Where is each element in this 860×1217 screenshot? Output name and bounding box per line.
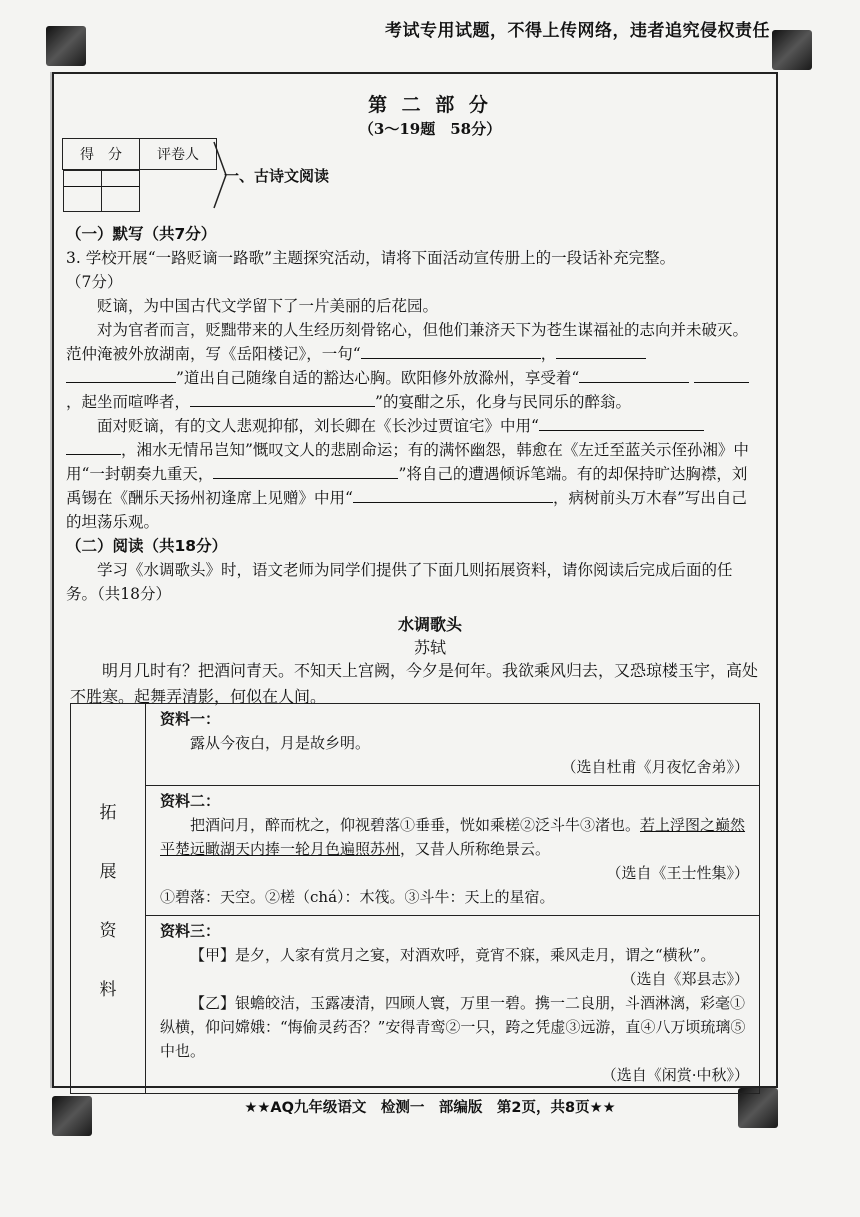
score-header: 得 分 [63, 139, 140, 170]
part-title: 第 二 部 分 [368, 94, 492, 116]
reference-materials-table [70, 703, 760, 1094]
underlined-sentence: 若上浮图之巅然平楚远瞰湖天内捧一轮月色遍照苏州 [160, 816, 746, 858]
page-footer: ★★AQ九年级语文 检测一 部编版 第2页，共8页★★ [244, 1100, 616, 1116]
material-3: 资料三： 【甲】是夕，人家有赏月之宴，对酒欢呼，竟宵不寐，乘风走月，谓之“横秋”。 （选自《郑县志》） 【乙】银蟾皎洁，玉露凄清，四顾人寰，万里一碧。携一二良朋，斗酒淋漓，彩毫①纵横，仰问嫦娥：“悔偷灵药否？”安得青鸾②一只，跨之凭虚③远游，直④八万顷琉璃⑤中也。 （选自《闲赏·中秋》） [146, 916, 760, 1094]
question-block [66, 222, 760, 606]
question-3-stem: 3. 学校开展“一路贬谪一路歌”主题探究活动，请将下面活动宣传册上的一段话补充完整。 （7分） [66, 249, 676, 291]
corner-marker-top-left [46, 26, 86, 66]
paragraph-4: 学习《水调歌头》时，语文老师为同学们提供了下面几则拓展资料，请你阅读后完成后面的任务。（共18分） [66, 561, 733, 603]
fill-blank-10[interactable] [353, 486, 553, 503]
paragraph-3: 面对贬谪，有的文人悲观抑郁，刘长卿在《长沙过贾谊宅》中用“ ，湘水无情吊岂知”慨叹文人的悲剧命运；有的满怀幽怨，韩愈在《左迁至蓝关示侄孙湘》中用“一封朝奏九重天， ”将自己的遭遇倾诉笔端。有的却保持旷达胸襟，刘禹锡在《酬乐天扬州初逢席上见赠》中用“ ，病树前头万木春”写出自己的坦荡乐观。 [66, 414, 760, 534]
reference-label: 拓 展 资 料 [71, 704, 146, 1094]
fill-blank-6[interactable] [190, 390, 375, 407]
copyright-notice: 考试专用试题，不得上传网络，违者追究侵权责任 [385, 21, 770, 41]
poem-author: 苏轼 [413, 638, 446, 657]
fill-blank-2[interactable] [556, 342, 646, 359]
grader-header: 评卷人 [140, 139, 217, 170]
fill-blank-1[interactable] [361, 342, 541, 359]
grader-cell[interactable] [101, 171, 139, 212]
score-cell[interactable] [63, 171, 101, 212]
score-table [62, 138, 217, 191]
corner-marker-top-right [772, 30, 812, 70]
fill-blank-9[interactable] [213, 462, 398, 479]
part-subtitle: （3～19题 58分） [358, 120, 502, 138]
sub-heading-reading: （二）阅读（共18分） [66, 537, 228, 555]
annotation-notes: ①碧落：天空。②槎（chá）：木筏。③斗牛：天上的星宿。 [160, 888, 555, 906]
sub-heading-dictation: （一）默写（共7分） [66, 225, 217, 243]
fill-blank-4[interactable] [579, 366, 689, 383]
fill-blank-8[interactable] [66, 438, 121, 455]
poem-title: 水调歌头 [397, 615, 462, 634]
fill-blank-7[interactable] [539, 414, 704, 431]
paragraph-1: 贬谪，为中国古代文学留下了一片美丽的后花园。 [97, 297, 439, 315]
material-1: 资料一： 露从今夜白，月是故乡明。 （选自杜甫《月夜忆舍弟》） [146, 704, 760, 786]
poem-text: 明月几时有？把酒问青天。不知天上宫阙，今夕是何年。我欲乘风归去，又恐琼楼玉宇，高处不胜寒。起舞弄清影，何似在人间。 [70, 661, 759, 706]
fill-blank-5[interactable] [694, 366, 749, 383]
section-heading: 一、古诗文阅读 [224, 167, 330, 185]
fill-blank-3[interactable] [66, 366, 176, 383]
material-2: 资料二： 把酒问月，醉而枕之，仰视碧落①垂垂，恍如乘槎②泛斗牛③渚也。若上浮图之巅然平楚远瞰湖天内捧一轮月色遍照苏州，又昔人所称绝景云。 （选自《王士性集》） ①碧落：天空。②槎（chá）：木筏。③斗牛：天上的星宿。 [146, 786, 760, 916]
paragraph-2: 对为官者而言，贬黜带来的人生经历刻骨铭心，但他们兼济天下为苍生谋福祉的志向并未破灭。范仲淹被外放湖南，写《岳阳楼记》，一句“ ， ”道出自己随缘自适的豁达心胸。欧阳修外放滁州，享受着“ ，起坐而喧哗者， ”的宴酣之乐，化身与民同乐的醉翁。 [66, 321, 749, 411]
